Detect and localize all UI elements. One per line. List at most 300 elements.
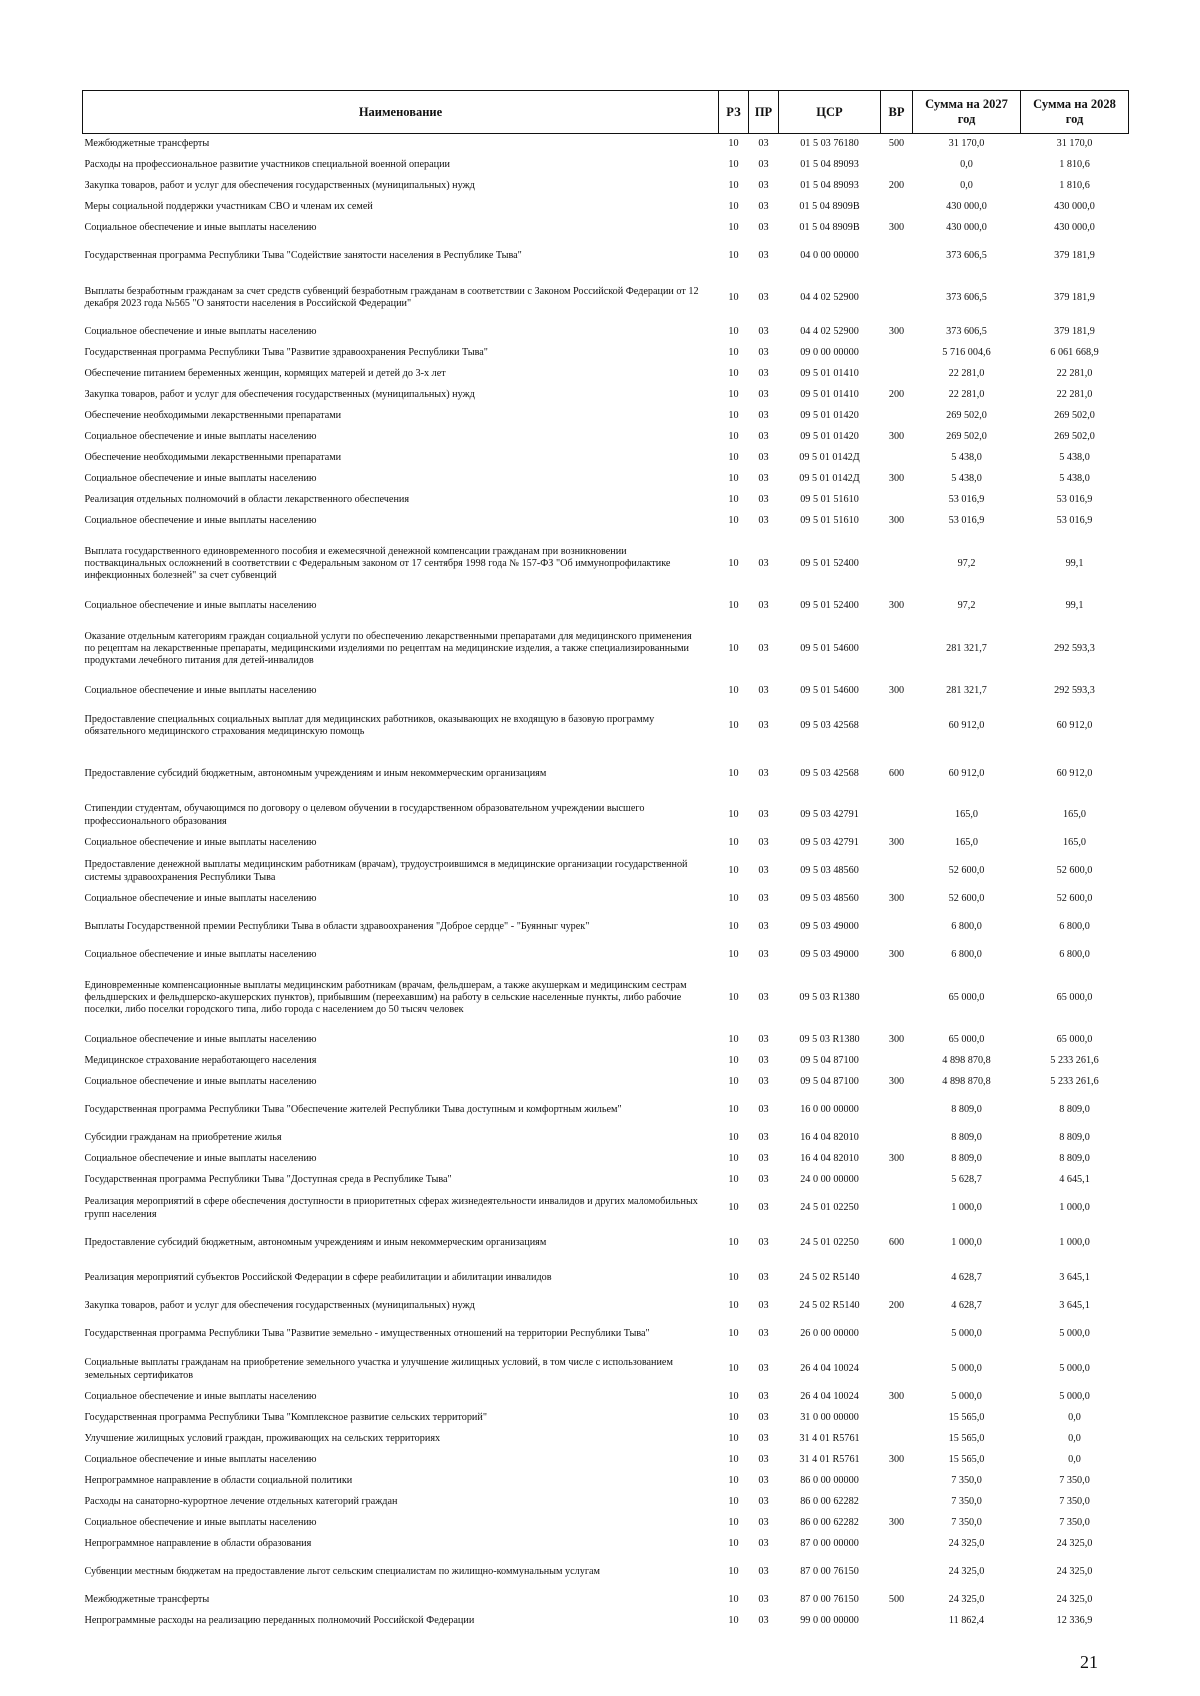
cell-pr: 03 — [758, 837, 769, 849]
cell-sum-2027: 1 000,0 — [951, 1237, 982, 1249]
cell-pr: 03 — [758, 1496, 769, 1508]
cell-rz: 10 — [728, 685, 739, 697]
table-row — [83, 681, 1129, 702]
cell-rz: 10 — [728, 1300, 739, 1312]
table-row — [83, 1149, 1129, 1170]
table-row — [83, 155, 1129, 176]
cell-csr: 16 4 04 82010 — [800, 1132, 859, 1144]
table-row — [83, 274, 1129, 322]
table-row — [83, 385, 1129, 406]
cell-vr: 500 — [888, 138, 905, 150]
cell-rz: 10 — [728, 159, 739, 171]
cell-pr: 03 — [758, 410, 769, 422]
cell-csr: 24 5 02 R5140 — [799, 1300, 860, 1312]
table-row — [83, 490, 1129, 511]
cell-sum-2027: 52 600,0 — [948, 865, 985, 877]
cell-csr: 31 0 00 00000 — [800, 1412, 859, 1424]
cell-sum-2027: 373 606,5 — [946, 326, 987, 338]
cell-vr — [881, 617, 913, 681]
cell-sum-2027: 65 000,0 — [948, 1034, 985, 1046]
budget-table — [82, 90, 1129, 1632]
cell-sum-2027: 269 502,0 — [946, 431, 987, 443]
cell-rz: 10 — [728, 222, 739, 234]
cell-sum-2028: 5 000,0 — [1059, 1328, 1090, 1340]
cell-sum-2028: 7 350,0 — [1059, 1475, 1090, 1487]
cell-pr: 03 — [758, 642, 769, 654]
cell-sum-2028: 7 350,0 — [1059, 1496, 1090, 1508]
cell-name: Предоставление субсидий бюджетным, автономным учреждениям и иным некоммерческим организациям — [84, 1237, 547, 1249]
cell-csr: 09 5 01 51610 — [800, 494, 859, 506]
cell-rz: 10 — [728, 431, 739, 443]
table-row — [83, 1471, 1129, 1492]
cell-csr: 26 4 04 10024 — [800, 1391, 859, 1403]
cell-pr: 03 — [758, 991, 769, 1003]
cell-vr — [881, 798, 913, 833]
cell-rz: 10 — [728, 1104, 739, 1116]
cell-vr — [881, 364, 913, 385]
cell-rz: 10 — [728, 893, 739, 905]
cell-rz: 10 — [728, 1538, 739, 1550]
cell-vr: 300 — [888, 1076, 905, 1088]
cell-sum-2028: 1 000,0 — [1059, 1237, 1090, 1249]
cell-sum-2028: 8 809,0 — [1059, 1132, 1090, 1144]
cell-rz: 10 — [728, 389, 739, 401]
cell-name: Государственная программа Республики Тыва "Развитие земельно - имущественных отношений на территории Республики Тыва" — [84, 1328, 650, 1340]
cell-sum-2028: 5 233 261,6 — [1050, 1055, 1099, 1067]
cell-rz: 10 — [728, 1615, 739, 1627]
cell-sum-2027: 7 350,0 — [951, 1496, 982, 1508]
cell-pr: 03 — [758, 893, 769, 905]
table-row — [83, 427, 1129, 448]
cell-csr: 86 0 00 62282 — [800, 1517, 859, 1529]
cell-rz: 10 — [728, 1055, 739, 1067]
cell-csr: 09 5 01 01410 — [800, 368, 859, 380]
cell-csr: 09 5 01 01410 — [800, 389, 859, 401]
cell-rz: 10 — [728, 473, 739, 485]
cell-csr: 24 0 00 00000 — [800, 1174, 859, 1186]
table-row — [83, 945, 1129, 966]
cell-sum-2027: 7 350,0 — [951, 1517, 982, 1529]
cell-csr: 04 4 02 52900 — [800, 291, 859, 303]
cell-sum-2027: 5 000,0 — [951, 1328, 982, 1340]
cell-vr — [881, 854, 913, 889]
cell-vr — [881, 532, 913, 596]
cell-name: Социальное обеспечение и иные выплаты населению — [84, 685, 317, 697]
header-sum-2028: Сумма на 2028 год — [1021, 91, 1129, 134]
cell-sum-2028: 3 645,1 — [1059, 1300, 1090, 1312]
cell-pr: 03 — [758, 1454, 769, 1466]
table-row — [83, 1191, 1129, 1226]
cell-vr: 300 — [888, 326, 905, 338]
table-row — [83, 239, 1129, 274]
table-row — [83, 1317, 1129, 1352]
cell-name: Расходы на профессиональное развитие участников специальной военной операции — [84, 159, 450, 171]
table-row — [83, 197, 1129, 218]
cell-sum-2027: 4 898 870,8 — [942, 1076, 991, 1088]
cell-sum-2027: 165,0 — [955, 809, 978, 821]
cell-name: Выплаты Государственной премии Республики Тыва в области здравоохранения "Доброе сердце" - "Буянныг чурек" — [84, 921, 590, 933]
cell-csr: 26 0 00 00000 — [800, 1328, 859, 1340]
cell-sum-2028: 6 800,0 — [1059, 921, 1090, 933]
cell-pr: 03 — [758, 921, 769, 933]
cell-sum-2028: 0,0 — [1068, 1454, 1081, 1466]
cell-vr — [881, 1051, 913, 1072]
cell-csr: 09 5 04 87100 — [800, 1055, 859, 1067]
cell-sum-2027: 430 000,0 — [946, 201, 987, 213]
cell-vr — [881, 1429, 913, 1450]
cell-pr: 03 — [758, 1153, 769, 1165]
cell-sum-2028: 5 000,0 — [1059, 1391, 1090, 1403]
table-header-row — [83, 91, 1129, 134]
table-row — [83, 469, 1129, 490]
cell-csr: 09 0 00 00000 — [800, 347, 859, 359]
cell-pr: 03 — [758, 389, 769, 401]
cell-sum-2027: 1 000,0 — [951, 1202, 982, 1214]
cell-name: Государственная программа Республики Тыва "Содействие занятости населения в Республике Тыва" — [84, 250, 522, 262]
budget-document — [82, 90, 1128, 1632]
cell-name: Социальное обеспечение и иные выплаты населению — [84, 326, 317, 338]
cell-sum-2027: 8 809,0 — [951, 1132, 982, 1144]
cell-name: Социальное обеспечение и иные выплаты населению — [84, 1153, 317, 1165]
table-row — [83, 448, 1129, 469]
table-row — [83, 1051, 1129, 1072]
cell-name: Социальное обеспечение и иные выплаты населению — [84, 1454, 317, 1466]
cell-vr: 300 — [888, 893, 905, 905]
cell-sum-2027: 22 281,0 — [948, 389, 985, 401]
cell-vr: 200 — [888, 1300, 905, 1312]
cell-sum-2027: 4 898 870,8 — [942, 1055, 991, 1067]
cell-name: Улучшение жилищных условий граждан, проживающих на сельских территориях — [84, 1433, 441, 1445]
cell-vr — [881, 406, 913, 427]
cell-vr — [881, 155, 913, 176]
cell-rz: 10 — [728, 180, 739, 192]
table-row — [83, 532, 1129, 596]
cell-sum-2028: 52 600,0 — [1056, 865, 1093, 877]
cell-name: Государственная программа Республики Тыва "Обеспечение жителей Республики Тыва доступным и комфортным жильем" — [84, 1104, 622, 1116]
cell-rz: 10 — [728, 494, 739, 506]
cell-pr: 03 — [758, 515, 769, 527]
cell-csr: 87 0 00 00000 — [800, 1538, 859, 1550]
cell-name: Социальное обеспечение и иные выплаты населению — [84, 893, 317, 905]
cell-csr: 16 0 00 00000 — [800, 1104, 859, 1116]
cell-pr: 03 — [758, 719, 769, 731]
cell-csr: 99 0 00 00000 — [800, 1615, 859, 1627]
cell-vr: 300 — [888, 1454, 905, 1466]
cell-vr — [881, 1471, 913, 1492]
cell-pr: 03 — [758, 326, 769, 338]
header-vr: ВР — [881, 91, 913, 134]
cell-name: Обеспечение необходимыми лекарственными препаратами — [84, 452, 342, 464]
cell-vr — [881, 1611, 913, 1632]
cell-sum-2028: 31 170,0 — [1056, 138, 1093, 150]
header-name: Наименование — [83, 91, 719, 134]
cell-sum-2028: 292 593,3 — [1054, 685, 1095, 697]
table-row — [83, 1611, 1129, 1632]
cell-name: Единовременные компенсационные выплаты медицинским работникам (врачам, фельдшерам, а также акушеркам и медицинским сестрам фельдшерских и фельдшерско-акушерских пунктов), прибывшим (переехавшим) на работу в сельские населенные пункты, либо рабочие поселки, либо поселки городского типа, либо города с населением до 50 тысяч человек — [84, 979, 687, 1016]
table-row — [83, 1534, 1129, 1555]
cell-sum-2028: 60 912,0 — [1056, 767, 1093, 779]
cell-rz: 10 — [728, 600, 739, 612]
cell-sum-2028: 379 181,9 — [1054, 326, 1095, 338]
cell-sum-2028: 24 325,0 — [1056, 1566, 1093, 1578]
cell-name: Социальное обеспечение и иные выплаты населению — [84, 431, 317, 443]
cell-rz: 10 — [728, 1433, 739, 1445]
cell-sum-2028: 12 336,9 — [1056, 1615, 1093, 1627]
cell-pr: 03 — [758, 452, 769, 464]
cell-sum-2028: 5 233 261,6 — [1050, 1076, 1099, 1088]
cell-sum-2028: 165,0 — [1063, 809, 1086, 821]
cell-rz: 10 — [728, 250, 739, 262]
cell-pr: 03 — [758, 1300, 769, 1312]
table-row — [83, 966, 1129, 1030]
cell-vr: 300 — [888, 949, 905, 961]
cell-name: Субсидии гражданам на приобретение жилья — [84, 1132, 282, 1144]
cell-pr: 03 — [758, 159, 769, 171]
cell-pr: 03 — [758, 767, 769, 779]
cell-sum-2027: 269 502,0 — [946, 410, 987, 422]
cell-name: Выплаты безработным гражданам за счет средств субвенций безработным гражданам в соответствии с Законом Российской Федерации от 12 декабря 2023 года №565 "О занятости населения в Российской Федерации" — [84, 285, 699, 309]
table-row — [83, 176, 1129, 197]
cell-csr: 24 5 01 02250 — [800, 1202, 859, 1214]
table-row — [83, 596, 1129, 617]
cell-csr: 09 5 03 R1380 — [799, 1034, 860, 1046]
cell-pr: 03 — [758, 1412, 769, 1424]
cell-rz: 10 — [728, 921, 739, 933]
cell-sum-2027: 11 862,4 — [948, 1615, 985, 1627]
cell-rz: 10 — [728, 1496, 739, 1508]
cell-sum-2028: 379 181,9 — [1054, 250, 1095, 262]
cell-csr: 09 5 01 52400 — [800, 600, 859, 612]
cell-name: Предоставление денежной выплаты медицинским работникам (врачам), трудоустроившимся в медицинские организации государственной системы здравоохранения Республики Тыва — [84, 859, 688, 883]
cell-name: Межбюджетные трансферты — [84, 1594, 210, 1606]
cell-pr: 03 — [758, 865, 769, 877]
cell-csr: 87 0 00 76150 — [800, 1594, 859, 1606]
cell-csr: 01 5 04 8909В — [799, 222, 860, 234]
cell-csr: 09 5 01 0142Д — [799, 473, 860, 485]
page-number: 21 — [1080, 1652, 1098, 1672]
cell-sum-2027: 6 800,0 — [951, 949, 982, 961]
cell-name: Выплата государственного единовременного пособия и ежемесячной денежной компенсации гражданам при возникновении поствакцинальных осложнений в соответствии с Федеральным законом от 17 сентября 1998 года № 157-ФЗ "Об иммунопрофилактике инфекционных болезней" за счет субвенций — [84, 545, 671, 582]
cell-rz: 10 — [728, 291, 739, 303]
cell-csr: 86 0 00 00000 — [800, 1475, 859, 1487]
cell-rz: 10 — [728, 557, 739, 569]
table-row — [83, 1170, 1129, 1191]
table-row — [83, 1492, 1129, 1513]
cell-csr: 09 5 01 54600 — [800, 642, 859, 654]
table-row — [83, 322, 1129, 343]
cell-pr: 03 — [758, 431, 769, 443]
table-row — [83, 406, 1129, 427]
cell-rz: 10 — [728, 1202, 739, 1214]
cell-csr: 09 5 03 48560 — [800, 893, 859, 905]
cell-sum-2028: 52 600,0 — [1056, 893, 1093, 905]
cell-sum-2027: 165,0 — [955, 837, 978, 849]
cell-vr — [881, 1317, 913, 1352]
cell-vr — [881, 1128, 913, 1149]
cell-rz: 10 — [728, 452, 739, 464]
header-sum-2027: Сумма на 2027 год — [913, 91, 1021, 134]
cell-vr — [881, 274, 913, 322]
cell-name: Оказание отдельным категориям граждан социальной услуги по обеспечению лекарственными препаратами для медицинского применения по рецептам на лекарственные препараты, медицинскими изделиями по рецептам на медицинские изделия, а также специализированными продуктами лечебного питания для детей-инвалидов — [84, 630, 692, 667]
cell-csr: 16 4 04 82010 — [800, 1153, 859, 1165]
cell-rz: 10 — [728, 1412, 739, 1424]
cell-csr: 09 5 01 01420 — [800, 431, 859, 443]
cell-vr — [881, 1352, 913, 1387]
cell-pr: 03 — [758, 809, 769, 821]
table-row — [83, 854, 1129, 889]
cell-pr: 03 — [758, 1363, 769, 1375]
cell-sum-2027: 24 325,0 — [948, 1538, 985, 1550]
cell-vr — [881, 1170, 913, 1191]
table-row — [83, 134, 1129, 156]
cell-sum-2028: 0,0 — [1068, 1433, 1081, 1445]
cell-sum-2027: 97,2 — [957, 557, 976, 569]
cell-rz: 10 — [728, 1034, 739, 1046]
cell-rz: 10 — [728, 1132, 739, 1144]
cell-sum-2028: 5 000,0 — [1059, 1363, 1090, 1375]
cell-rz: 10 — [728, 1237, 739, 1249]
cell-name: Государственная программа Республики Тыва "Комплексное развитие сельских территорий" — [84, 1412, 487, 1424]
cell-sum-2028: 53 016,9 — [1056, 515, 1093, 527]
cell-sum-2028: 7 350,0 — [1059, 1517, 1090, 1529]
cell-rz: 10 — [728, 809, 739, 821]
cell-vr — [881, 1191, 913, 1226]
cell-name: Социальное обеспечение и иные выплаты населению — [84, 515, 317, 527]
cell-pr: 03 — [758, 1391, 769, 1403]
cell-sum-2028: 0,0 — [1068, 1412, 1081, 1424]
cell-pr: 03 — [758, 180, 769, 192]
table-row — [83, 1261, 1129, 1296]
cell-sum-2028: 53 016,9 — [1056, 494, 1093, 506]
cell-pr: 03 — [758, 347, 769, 359]
cell-csr: 09 5 03 48560 — [800, 865, 859, 877]
cell-sum-2027: 373 606,5 — [946, 291, 987, 303]
cell-sum-2027: 6 800,0 — [951, 921, 982, 933]
cell-sum-2028: 430 000,0 — [1054, 222, 1095, 234]
cell-csr: 01 5 04 89093 — [800, 159, 859, 171]
cell-sum-2027: 8 809,0 — [951, 1104, 982, 1116]
cell-name: Обеспечение питанием беременных женщин, кормящих матерей и детей до 3-х лет — [84, 368, 446, 380]
cell-rz: 10 — [728, 949, 739, 961]
cell-pr: 03 — [758, 949, 769, 961]
cell-csr: 09 5 03 42568 — [800, 767, 859, 779]
cell-vr — [881, 343, 913, 364]
cell-name: Расходы на санаторно-курортное лечение отдельных категорий граждан — [84, 1496, 398, 1508]
cell-sum-2028: 24 325,0 — [1056, 1538, 1093, 1550]
cell-rz: 10 — [728, 368, 739, 380]
cell-name: Реализация мероприятий субъектов Российской Федерации в сфере реабилитации и абилитации инвалидов — [84, 1272, 552, 1284]
header-rz: РЗ — [719, 91, 749, 134]
table-row — [83, 1352, 1129, 1387]
cell-csr: 24 5 02 R5140 — [799, 1272, 860, 1284]
cell-sum-2027: 24 325,0 — [948, 1566, 985, 1578]
cell-pr: 03 — [758, 557, 769, 569]
table-row — [83, 1513, 1129, 1534]
cell-rz: 10 — [728, 719, 739, 731]
cell-pr: 03 — [758, 1132, 769, 1144]
cell-sum-2027: 4 628,7 — [951, 1272, 982, 1284]
cell-name: Социальное обеспечение и иные выплаты населению — [84, 222, 317, 234]
table-row — [83, 1226, 1129, 1261]
cell-csr: 04 0 00 00000 — [800, 250, 859, 262]
cell-sum-2028: 269 502,0 — [1054, 410, 1095, 422]
cell-sum-2028: 22 281,0 — [1056, 389, 1093, 401]
table-row — [83, 343, 1129, 364]
cell-csr: 09 5 03 49000 — [800, 949, 859, 961]
cell-sum-2028: 22 281,0 — [1056, 368, 1093, 380]
cell-sum-2028: 65 000,0 — [1056, 1034, 1093, 1046]
cell-csr: 09 5 01 52400 — [800, 557, 859, 569]
cell-rz: 10 — [728, 1174, 739, 1186]
cell-name: Закупка товаров, работ и услуг для обеспечения государственных (муниципальных) нужд — [84, 1300, 475, 1312]
cell-name: Медицинское страхование неработающего населения — [84, 1055, 317, 1067]
cell-name: Обеспечение необходимыми лекарственными препаратами — [84, 410, 342, 422]
cell-sum-2027: 15 565,0 — [948, 1412, 985, 1424]
cell-sum-2027: 5 716 004,6 — [942, 347, 991, 359]
cell-sum-2028: 430 000,0 — [1054, 201, 1095, 213]
cell-pr: 03 — [758, 1076, 769, 1088]
cell-rz: 10 — [728, 201, 739, 213]
table-row — [83, 1408, 1129, 1429]
cell-vr: 300 — [888, 431, 905, 443]
cell-sum-2027: 4 628,7 — [951, 1300, 982, 1312]
cell-name: Социальное обеспечение и иные выплаты населению — [84, 1517, 317, 1529]
cell-rz: 10 — [728, 1475, 739, 1487]
cell-name: Закупка товаров, работ и услуг для обеспечения государственных (муниципальных) нужд — [84, 389, 475, 401]
cell-name: Межбюджетные трансферты — [84, 138, 210, 150]
cell-sum-2027: 15 565,0 — [948, 1433, 985, 1445]
cell-sum-2027: 22 281,0 — [948, 368, 985, 380]
cell-rz: 10 — [728, 410, 739, 422]
cell-sum-2028: 1 810,6 — [1059, 180, 1090, 192]
cell-name: Социальные выплаты гражданам на приобретение земельного участка и улучшение жилищных условий, в том числе с использованием земельных сертификатов — [84, 1357, 673, 1381]
cell-pr: 03 — [758, 685, 769, 697]
cell-rz: 10 — [728, 1153, 739, 1165]
cell-sum-2027: 52 600,0 — [948, 893, 985, 905]
cell-sum-2027: 373 606,5 — [946, 250, 987, 262]
cell-pr: 03 — [758, 1104, 769, 1116]
cell-csr: 24 5 01 02250 — [800, 1237, 859, 1249]
cell-vr: 200 — [888, 180, 905, 192]
cell-rz: 10 — [728, 1076, 739, 1088]
table-row — [83, 511, 1129, 532]
cell-pr: 03 — [758, 600, 769, 612]
cell-csr: 09 5 01 01420 — [800, 410, 859, 422]
cell-pr: 03 — [758, 473, 769, 485]
cell-sum-2027: 7 350,0 — [951, 1475, 982, 1487]
cell-vr: 200 — [888, 389, 905, 401]
table-row — [83, 617, 1129, 681]
cell-csr: 01 5 03 76180 — [800, 138, 859, 150]
cell-pr: 03 — [758, 1034, 769, 1046]
cell-name: Социальное обеспечение и иные выплаты населению — [84, 837, 317, 849]
cell-pr: 03 — [758, 138, 769, 150]
cell-sum-2028: 8 809,0 — [1059, 1153, 1090, 1165]
cell-pr: 03 — [758, 1202, 769, 1214]
cell-vr: 300 — [888, 473, 905, 485]
table-row — [83, 833, 1129, 854]
cell-csr: 09 5 03 49000 — [800, 921, 859, 933]
cell-sum-2028: 6 800,0 — [1059, 949, 1090, 961]
cell-vr: 300 — [888, 685, 905, 697]
cell-sum-2028: 3 645,1 — [1059, 1272, 1090, 1284]
cell-pr: 03 — [758, 1566, 769, 1578]
cell-vr — [881, 1534, 913, 1555]
cell-sum-2027: 5 628,7 — [951, 1174, 982, 1186]
cell-pr: 03 — [758, 1272, 769, 1284]
cell-sum-2027: 5 000,0 — [951, 1363, 982, 1375]
table-row — [83, 910, 1129, 945]
